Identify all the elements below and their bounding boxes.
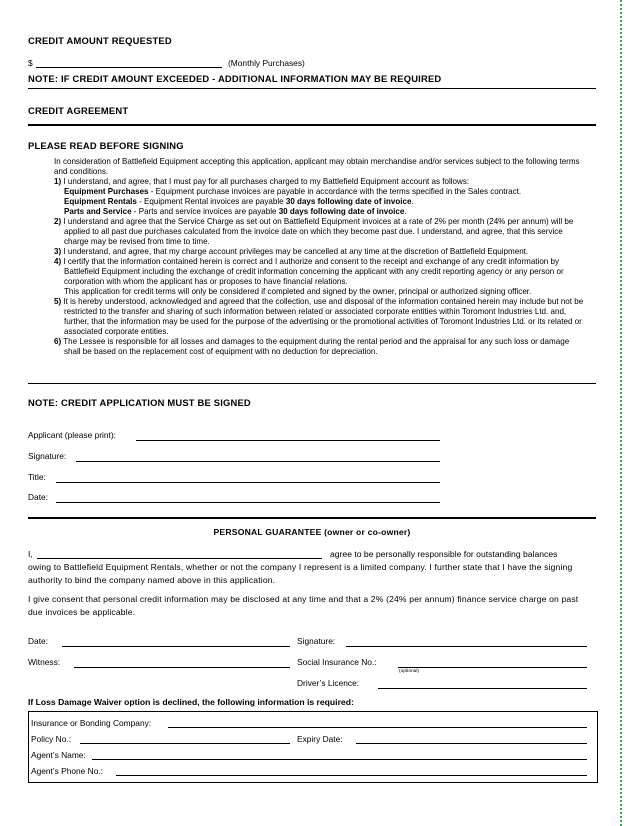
guarantor-prefix: I, bbox=[28, 549, 33, 559]
term-label: Equipment Purchases bbox=[64, 187, 149, 196]
term-number: 2) bbox=[54, 217, 62, 226]
sin-label: Social Insurance No.: bbox=[297, 657, 377, 667]
date-label: Date: bbox=[28, 492, 49, 502]
guarantee-signature-label: Signature: bbox=[297, 636, 336, 646]
guarantee-date-label: Date: bbox=[28, 636, 49, 646]
insurance-label: Insurance or Bonding Company: bbox=[31, 718, 152, 728]
sin-optional-note: (optional) bbox=[399, 669, 419, 674]
term-item-4 bbox=[54, 257, 584, 287]
terms-and-conditions bbox=[54, 157, 584, 357]
expiry-label: Expiry Date: bbox=[297, 734, 343, 744]
dollar-prefix: $ bbox=[28, 58, 33, 68]
term-emphasis: 30 days following date of invoice bbox=[285, 197, 412, 206]
sin-field[interactable] bbox=[398, 667, 587, 668]
term-text: . bbox=[404, 207, 407, 216]
guarantor-name-field[interactable] bbox=[37, 558, 322, 559]
guarantee-date-field[interactable] bbox=[62, 646, 290, 647]
credit-amount-field[interactable] bbox=[36, 67, 222, 68]
licence-label: Driver’s Licence: bbox=[297, 678, 360, 688]
term-number: 5) bbox=[54, 297, 62, 306]
term-text: It is hereby understood, acknowledged and agreed that the collection, use and disposal of the information contained herein may include but not be restricted to the transfer and sharing of such information between related or associated corporate entities within Toromont Industries Ltd. and, further, that the information may be used for the purpose of the advertising or the promotional activities of Toromont Industries Ltd. or its related or associated corporate entities. bbox=[61, 297, 584, 336]
policy-label: Policy No.: bbox=[31, 734, 72, 744]
term-text: - Equipment purchase invoices are payable in accordance with the terms specified in the Sales contract. bbox=[148, 187, 522, 196]
guarantee-text: owing to Battlefield Equipment Rentals, whether or not the company I represent is a limited company. I further state that I have the signing authority to bind the company named above in this application. bbox=[28, 562, 573, 585]
divider bbox=[28, 383, 596, 384]
term-rentals bbox=[54, 197, 584, 207]
term-text: - Parts and service invoices are payable bbox=[131, 207, 279, 216]
term-emphasis: 30 days following date of invoice bbox=[278, 207, 405, 216]
term-item-4-extra: This application for credit terms will only be considered if completed and signed by the owner, principal or authorized signing officer. bbox=[64, 287, 532, 296]
witness-field[interactable] bbox=[74, 667, 290, 668]
credit-agreement-heading: CREDIT AGREEMENT bbox=[28, 105, 129, 116]
divider bbox=[28, 88, 596, 89]
signature-label: Signature: bbox=[28, 451, 67, 461]
term-item-6 bbox=[54, 337, 584, 357]
term-text: I understand, and agree, that my charge account privileges may be cancelled at any time at the discretion of Battlefield Equipment. bbox=[61, 247, 529, 256]
applicant-label: Applicant (please print): bbox=[28, 430, 116, 440]
guarantee-text: agree to be personally responsible for outstanding balances bbox=[330, 549, 558, 559]
title-label: Title: bbox=[28, 472, 46, 482]
agent-name-field[interactable] bbox=[92, 759, 587, 760]
term-text: . bbox=[411, 197, 414, 206]
page-cut-edge bbox=[620, 0, 622, 826]
term-label: Equipment Rentals bbox=[64, 197, 137, 206]
term-purchases bbox=[54, 187, 584, 197]
personal-guarantee-heading: PERSONAL GUARANTEE (owner or co-owner) bbox=[213, 527, 411, 537]
guarantee-consent-text: I give consent that personal credit information may be disclosed at any time and that a 2% (24% per annum) finance service charge on past due invoices be applicable. bbox=[28, 594, 579, 617]
monthly-purchases-note: (Monthly Purchases) bbox=[228, 58, 305, 68]
licence-field[interactable] bbox=[378, 688, 587, 689]
term-item-1 bbox=[54, 177, 584, 187]
title-field[interactable] bbox=[56, 482, 440, 483]
divider bbox=[28, 124, 596, 126]
applicant-field[interactable] bbox=[136, 440, 440, 441]
term-text: The Lessee is responsible for all losses and damages to the equipment during the rental period and the appraisal for any such loss or damage shall be based on the replacement cost of equipment with no deduction for depreciation. bbox=[61, 337, 570, 356]
term-item-5 bbox=[54, 297, 584, 337]
term-item-2 bbox=[54, 217, 584, 247]
term-number: 3) bbox=[54, 247, 62, 256]
term-number: 1) bbox=[54, 177, 62, 186]
term-item-3 bbox=[54, 247, 584, 257]
policy-field[interactable] bbox=[80, 743, 290, 744]
expiry-field[interactable] bbox=[356, 743, 587, 744]
must-be-signed-note: NOTE: CREDIT APPLICATION MUST BE SIGNED bbox=[28, 397, 251, 408]
term-text: I certify that the information contained herein is correct and I authorize and consent to the receipt and exchange of any credit information by Battlefield Equipment including the exchange of credit information concerning the applicant with any credit reporting agency or any person or corporation with whom the applicant has or proposes to have financial relations. bbox=[61, 257, 564, 286]
credit-exceeded-note: NOTE: IF CREDIT AMOUNT EXCEEDED - ADDITIONAL INFORMATION MAY BE REQUIRED bbox=[28, 73, 442, 84]
read-before-signing-heading: PLEASE READ BEFORE SIGNING bbox=[28, 140, 184, 151]
agent-name-label: Agent’s Name: bbox=[31, 750, 86, 760]
agent-phone-label: Agent’s Phone No.: bbox=[31, 766, 104, 776]
divider bbox=[28, 517, 596, 519]
term-number: 4) bbox=[54, 257, 62, 266]
guarantee-signature-field[interactable] bbox=[346, 646, 587, 647]
term-parts bbox=[54, 207, 584, 217]
term-text: - Equipment Rental invoices are payable bbox=[136, 197, 286, 206]
signature-field[interactable] bbox=[76, 461, 440, 462]
term-label: Parts and Service bbox=[64, 207, 132, 216]
guarantee-paragraph-2 bbox=[28, 593, 594, 619]
term-text: I understand and agree that the Service Charge as set out on Battlefield Equipment invoices at a rate of 2% per month (24% per annum) will be applied to all past due purchases calculated from the invoice date on which they become past due. I understand, and agree, that this service charge may be revised from time to time. bbox=[61, 217, 574, 246]
witness-label: Witness: bbox=[28, 657, 61, 667]
credit-amount-heading: CREDIT AMOUNT REQUESTED bbox=[28, 35, 172, 46]
ldw-heading: If Loss Damage Waiver option is declined, the following information is required: bbox=[28, 697, 354, 707]
term-number: 6) bbox=[54, 337, 62, 346]
terms-intro: In consideration of Battlefield Equipment accepting this application, applicant may obtain merchandise and/or services subject to the following terms and conditions. bbox=[54, 157, 580, 176]
term-text: I understand, and agree, that I must pay for all purchases charged to my Battlefield Equipment account as follows: bbox=[61, 177, 470, 186]
insurance-field[interactable] bbox=[168, 727, 587, 728]
agent-phone-field[interactable] bbox=[116, 775, 587, 776]
date-field[interactable] bbox=[56, 502, 440, 503]
guarantee-paragraph-1 bbox=[28, 561, 594, 587]
